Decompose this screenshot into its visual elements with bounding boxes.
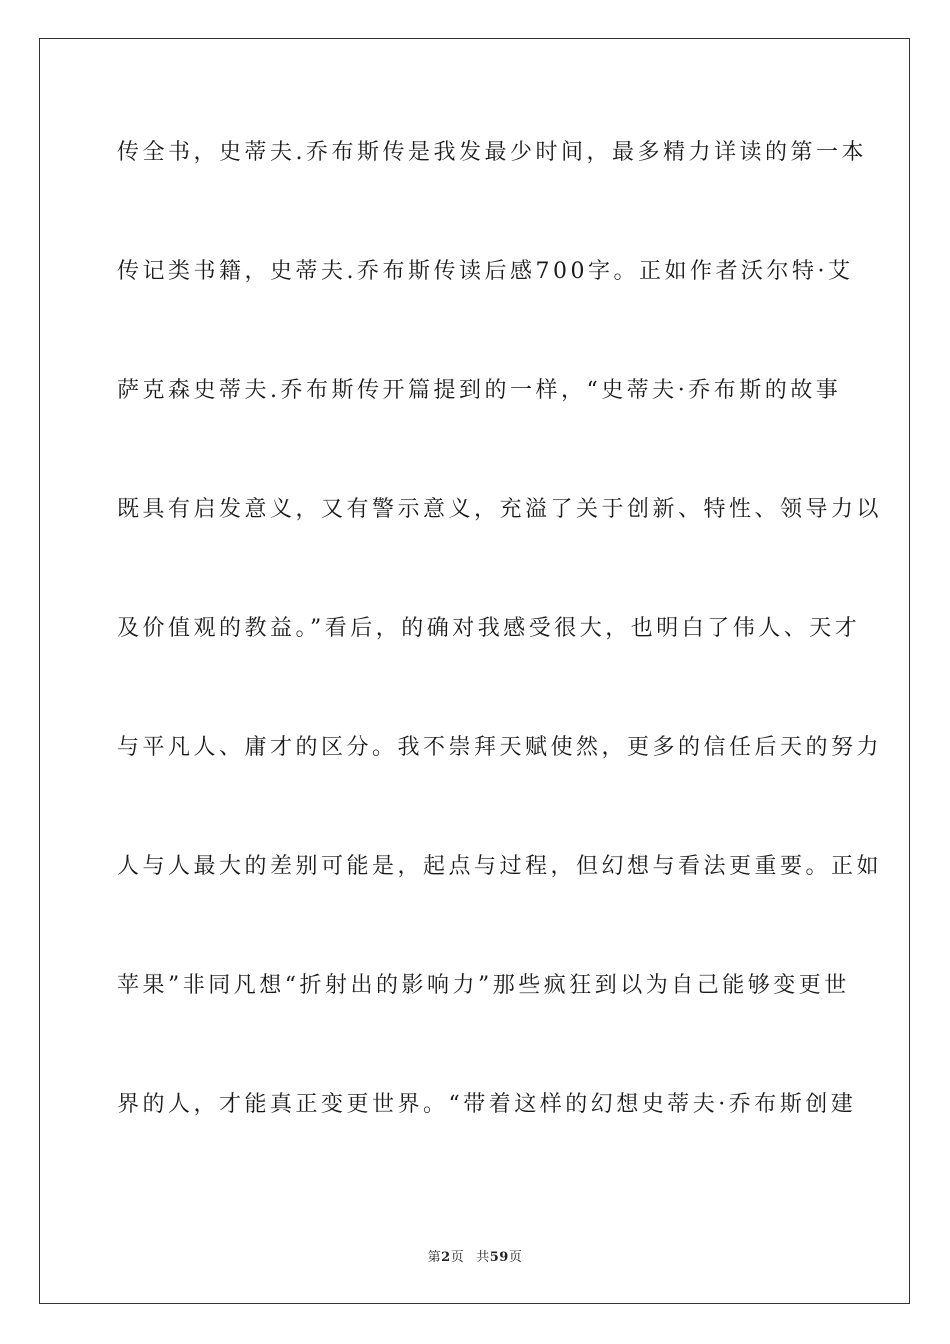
text-line: 既具有启发意义，又有警示意义，充溢了关于创新、特性、领导力以 [117,497,883,522]
page-number: 2 [441,1250,451,1265]
page-footer [0,1246,950,1265]
total-pages: 59 [489,1250,509,1265]
text-line: 传记类书籍，史蒂夫.乔布斯传读后感700字。正如作者沃尔特·艾 [117,259,854,284]
page-label-prefix: 第 [427,1250,442,1265]
text-line: 苹果”非同凡想“折射出的影响力”那些疯狂到以为自己能够变更世 [117,973,850,998]
page-label-suffix: 页 [450,1250,465,1265]
text-line: 人与人最大的差别可能是，起点与过程，但幻想与看法更重要。正如 [117,854,883,879]
body-text [117,129,883,1200]
text-line: 传全书，史蒂夫.乔布斯传是我发最少时间，最多精力详读的第一本 [117,140,867,165]
total-label-prefix: 共 [476,1250,490,1265]
text-line: 界的人，才能真正变更世界。“带着这样的幻想史蒂夫·乔布斯创建 [117,1092,857,1117]
total-label-suffix: 页 [508,1250,523,1265]
text-line: 萨克森史蒂夫.乔布斯传开篇提到的一样，“史蒂夫·乔布斯的故事 [117,378,842,403]
text-line: 及价值观的教益。”看后，的确对我感受很大，也明白了伟人、天才 [117,616,861,641]
text-line: 与平凡人、庸才的区分。我不崇拜天赋使然，更多的信任后天的努力 [117,735,883,760]
